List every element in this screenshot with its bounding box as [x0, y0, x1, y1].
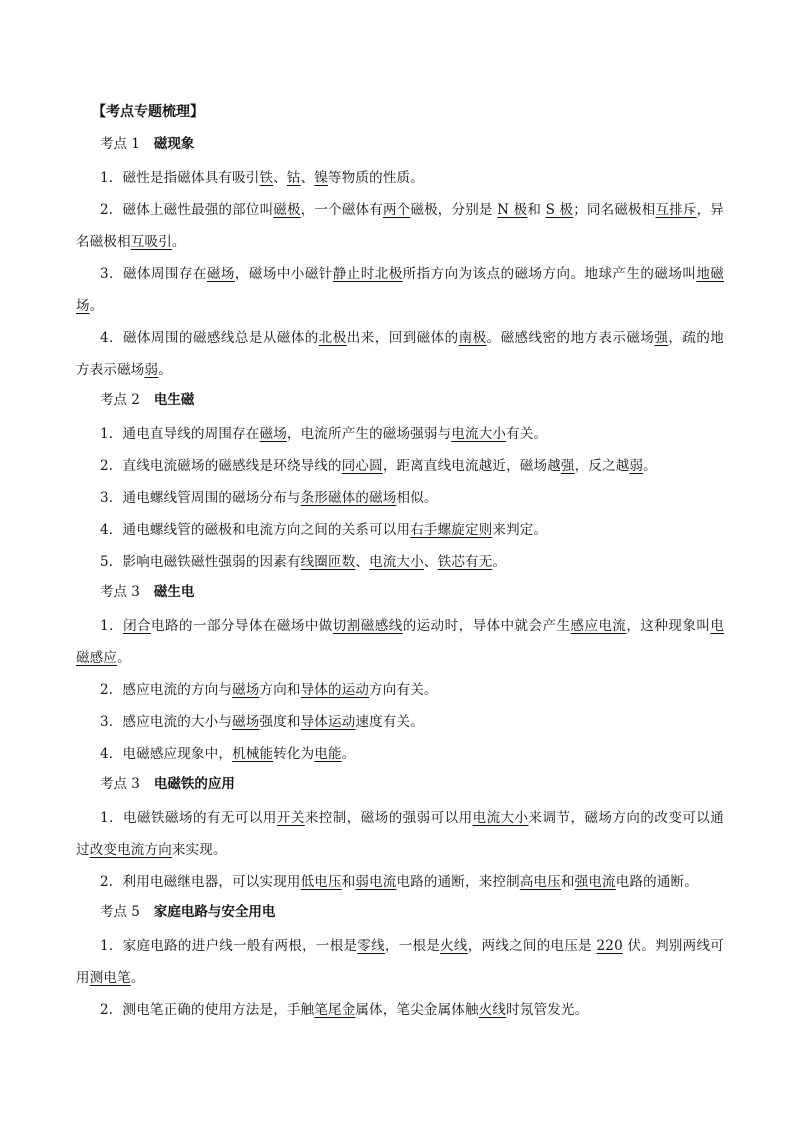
item-text: 有关。 [506, 426, 548, 442]
section-label: 考点 1 [100, 136, 140, 152]
answer-blank: 磁极 [273, 202, 301, 218]
item-text: 等物质的性质。 [328, 170, 424, 186]
item-text: 3．感应电流的大小与 [100, 714, 233, 730]
list-item [76, 546, 724, 578]
answer-blank: 机械能 [232, 746, 274, 762]
item-text: 和 [560, 874, 575, 890]
answer-blank: 磁场 [259, 426, 287, 442]
answer-blank: 弱 [629, 458, 644, 474]
answer-blank: 弱电流 [355, 874, 397, 890]
section-name: 家庭电路与安全用电 [153, 904, 276, 920]
item-text: 1．家庭电路的进户线一般有两根，一根是 [100, 938, 358, 954]
answer-blank: 零线 [357, 938, 385, 954]
list-item [76, 706, 724, 738]
list-item [76, 322, 724, 386]
item-text: 磁极，分别是 [410, 202, 498, 218]
answer-blank: 磁场 [232, 714, 260, 730]
item-text: 相似。 [396, 490, 438, 506]
list-item [76, 802, 724, 866]
item-text: 4．电磁感应现象中， [100, 746, 233, 762]
item-text: 2．磁体上磁性最强的部位叫 [100, 202, 274, 218]
answer-blank: 电流大小 [369, 554, 424, 570]
item-text: 伏。判别两线可用 [76, 938, 724, 986]
answer-blank: 右手螺旋定则 [410, 522, 493, 538]
answer-blank: 线圈匝数 [300, 554, 356, 570]
section-label: 考点 3 [100, 584, 140, 600]
item-text: ，两线之间的电压是 [467, 938, 597, 954]
item-text: 和 [341, 874, 356, 890]
document-content [76, 98, 724, 1026]
list-item [76, 258, 724, 322]
list-item [76, 514, 724, 546]
item-text: 、 [423, 554, 438, 570]
section-label: 考点 5 [100, 904, 140, 920]
item-text: 1．通电直导线的周围存在 [100, 426, 260, 442]
answer-blank: 条形磁体的磁场 [300, 490, 397, 506]
item-text: ，这种现象叫 [626, 618, 711, 634]
answer-blank: 220 [596, 938, 623, 954]
answer-blank: 切割磁感线 [332, 618, 403, 634]
item-text: ，距离直线电流越近，磁场越 [382, 458, 561, 474]
answer-blank: 火线 [440, 938, 468, 954]
answer-blank: 低电压 [300, 874, 342, 890]
list-item [76, 162, 724, 194]
answer-blank: 电流大小 [472, 810, 529, 826]
list-item [76, 450, 724, 482]
item-text: 电路的通断，来控制 [396, 874, 520, 890]
item-text: 。 [130, 970, 145, 986]
answer-blank: 互排斥 [655, 202, 697, 218]
answer-blank: 高电压 [519, 874, 561, 890]
answer-blank: 笔尾金 [314, 1002, 356, 1018]
item-text: ，电流所产生的磁场强弱与 [286, 426, 452, 442]
section-label: 考点 3 [100, 776, 140, 792]
item-text: 。 [158, 362, 172, 378]
item-text: 出来，回到磁体的 [346, 330, 459, 346]
sections-container [76, 130, 724, 1026]
item-text: 电路的通断。 [615, 874, 698, 890]
item-text: 强度和 [259, 714, 301, 730]
list-item [76, 418, 724, 450]
answer-blank: 北极 [318, 330, 347, 346]
item-text: 4．磁体周围的磁感线总是从磁体的 [100, 330, 319, 346]
item-text: 速度有关。 [355, 714, 424, 730]
answer-blank: 磁场 [206, 266, 235, 282]
item-text: 3．磁体周围存在 [100, 266, 207, 282]
item-text: 来实现。 [171, 842, 227, 858]
answer-blank: 强 [654, 330, 669, 346]
item-text: 1．电磁铁磁场的有无可以用 [100, 810, 277, 826]
list-item [76, 994, 724, 1026]
item-text: ，反之越 [574, 458, 630, 474]
item-text: 4．通电螺线管的磁极和电流方向之间的关系可以用 [100, 522, 411, 538]
section-title [100, 770, 724, 798]
answer-blank: N 极 [497, 202, 528, 218]
answer-blank: 电磁感应 [76, 618, 725, 666]
item-text: ，异名磁极相 [76, 202, 725, 250]
section-title [100, 578, 724, 606]
list-item [76, 930, 724, 994]
answer-blank: 导体运动 [300, 714, 356, 730]
item-text: 、 [300, 170, 315, 186]
answer-blank: 电流大小 [451, 426, 507, 442]
item-text: 来调节，磁场方向的改变可以通过 [76, 810, 724, 858]
item-text: 电路的一部分导体在磁场中做 [151, 618, 333, 634]
item-text: 转化为 [273, 746, 315, 762]
answer-blank: 开关 [276, 810, 305, 826]
section-title [100, 898, 724, 926]
answer-blank: 强电流 [574, 874, 616, 890]
section-name: 电生磁 [153, 392, 195, 408]
item-text: 、 [273, 170, 287, 186]
item-text: 5．影响电磁铁磁性强弱的因素有 [100, 554, 301, 570]
item-text: 1．磁性是指磁体具有吸引 [100, 170, 260, 186]
list-item [76, 674, 724, 706]
answer-blank: 电能 [314, 746, 342, 762]
item-text: 、 [355, 554, 370, 570]
answer-blank: 钴 [286, 170, 301, 186]
answer-blank: 强 [560, 458, 575, 474]
item-text: 2．直线电流磁场的磁感线是环绕导线的 [100, 458, 342, 474]
section-title [100, 130, 724, 158]
item-text: 时氖管发光。 [506, 1002, 589, 1018]
answer-blank: 火线 [478, 1002, 507, 1018]
item-text: 方向有关。 [369, 682, 438, 698]
section-name: 电磁铁的应用 [153, 776, 235, 792]
section-label: 考点 2 [100, 392, 140, 408]
item-text: 。 [171, 234, 186, 250]
item-text: 1． [100, 618, 124, 634]
item-text: ，磁场中小磁针 [234, 266, 333, 282]
list-item [76, 194, 724, 258]
answer-blank: 闭合 [123, 618, 152, 634]
item-text: 2．利用电磁继电器，可以实现用 [100, 874, 301, 890]
list-item [76, 866, 724, 898]
answer-blank: 改变电流方向 [89, 842, 172, 858]
list-item [76, 610, 724, 674]
item-text: ，疏的地方表示磁场 [76, 330, 725, 378]
answer-blank: 同心圆 [341, 458, 383, 474]
item-text: 。 [117, 650, 131, 666]
answer-blank: 地磁场 [76, 266, 724, 314]
answer-blank: 镍 [314, 170, 329, 186]
item-text: ，一个磁体有 [300, 202, 383, 218]
item-text: 的运动时，导体中就会产生 [402, 618, 571, 634]
page-heading: 【考点专题梳理】 [92, 104, 204, 120]
item-text: ；同名磁极相 [573, 202, 656, 218]
item-text: 。 [643, 458, 657, 474]
answer-blank: 弱 [144, 362, 159, 378]
section-name: 磁现象 [153, 136, 195, 152]
answer-blank: 感应电流 [570, 618, 627, 634]
item-text: 所指方向为该点的磁场方向。地球产生的磁场叫 [402, 266, 697, 282]
list-item [76, 738, 724, 770]
item-text: 属体，笔尖金属体触 [355, 1002, 479, 1018]
answer-blank: 互吸引 [130, 234, 172, 250]
list-item [76, 482, 724, 514]
answer-blank: 铁 [259, 170, 274, 186]
answer-blank: S 极 [545, 202, 574, 218]
answer-blank: 两个 [382, 202, 411, 218]
item-text: 和 [527, 202, 546, 218]
answer-blank: 南极 [458, 330, 487, 346]
item-text: 。磁感线密的地方表示磁场 [486, 330, 655, 346]
item-text: 3．通电螺线管周围的磁场分布与 [100, 490, 301, 506]
item-text: 方向和 [259, 682, 301, 698]
item-text: ，一根是 [384, 938, 441, 954]
item-text: 。 [492, 554, 507, 570]
item-text: 2．测电笔正确的使用方法是，手触 [100, 1002, 315, 1018]
answer-blank: 磁场 [232, 682, 260, 698]
answer-blank: 静止时北极 [332, 266, 403, 282]
item-text: 。 [89, 298, 104, 314]
item-text: 来判定。 [492, 522, 548, 538]
answer-blank: 导体的运动 [300, 682, 370, 698]
item-text: 。 [341, 746, 356, 762]
item-text: 2．感应电流的方向与 [100, 682, 233, 698]
section-name: 磁生电 [153, 584, 195, 600]
item-text: 来控制，磁场的强弱可以用 [304, 810, 473, 826]
section-title [100, 386, 724, 414]
answer-blank: 测电笔 [89, 970, 131, 986]
answer-blank: 铁芯有无 [437, 554, 493, 570]
